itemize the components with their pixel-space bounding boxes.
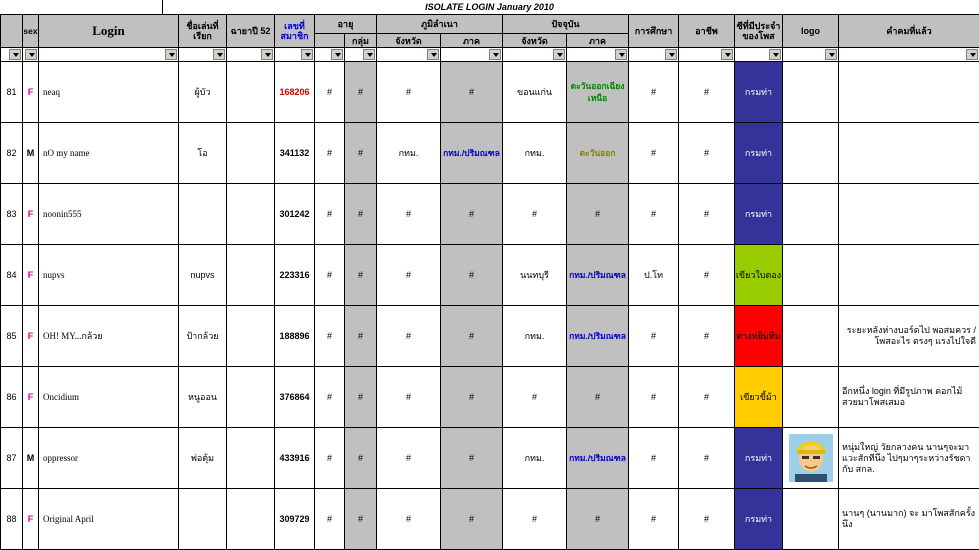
- header-login: Login: [39, 15, 179, 48]
- career-cell: #: [679, 245, 735, 306]
- nickname-cell: พ่อตุ้ม: [179, 428, 227, 489]
- filter-cell-zone: [735, 48, 783, 62]
- age-group-cell: #: [345, 489, 377, 550]
- career-cell: #: [679, 367, 735, 428]
- age-group-cell: #: [345, 62, 377, 123]
- header-hometown: ภูมิลำเนา: [377, 15, 503, 34]
- filter-dropdown-current-province-button[interactable]: [553, 49, 565, 60]
- age-cell: #: [315, 62, 345, 123]
- region-text: ตะวันออก: [580, 148, 616, 158]
- login-cell: neaq: [39, 62, 179, 123]
- law-cell: [227, 367, 275, 428]
- remark-cell: [839, 62, 979, 123]
- filter-dropdown-num-button[interactable]: [9, 49, 21, 60]
- filter-cell-logo: [783, 48, 839, 62]
- header-province: จังหวัด: [377, 34, 441, 48]
- region-cell: #: [441, 428, 503, 489]
- member-table: [0, 14, 979, 550]
- law-cell: [227, 123, 275, 184]
- header-num: [1, 15, 23, 48]
- login-cell: Original April: [39, 489, 179, 550]
- remark-cell: [839, 245, 979, 306]
- province-cell: #: [377, 245, 441, 306]
- current-region-cell: #: [567, 367, 629, 428]
- logo-cell: [783, 306, 839, 367]
- filter-cell-region: [441, 48, 503, 62]
- age-group-cell: #: [345, 123, 377, 184]
- current-province-cell: #: [503, 367, 567, 428]
- zone-color-cell: กรมท่า: [735, 62, 783, 123]
- zone-color-cell: กรมท่า: [735, 428, 783, 489]
- education-cell: #: [629, 62, 679, 123]
- region-text: กทม./ปริมณฑล: [569, 453, 626, 463]
- filter-dropdown-law-button[interactable]: [261, 49, 273, 60]
- filter-dropdown-zone-button[interactable]: [769, 49, 781, 60]
- header-nickname: ชื่อเล่นที่เรียก: [179, 15, 227, 48]
- age-cell: #: [315, 367, 345, 428]
- nickname-cell: โอ: [179, 123, 227, 184]
- header-current: ปัจจุบัน: [503, 15, 629, 34]
- logo-cell: [783, 428, 839, 489]
- region-cell: #: [441, 367, 503, 428]
- filter-cell-member-no: [275, 48, 315, 62]
- current-province-cell: นนทบุรี: [503, 245, 567, 306]
- age-group-cell: #: [345, 306, 377, 367]
- current-region-cell: [567, 428, 629, 489]
- row-number: 88: [1, 489, 23, 550]
- career-cell: #: [679, 184, 735, 245]
- education-cell: ป.โท: [629, 245, 679, 306]
- current-province-cell: ขอนแก่น: [503, 62, 567, 123]
- province-cell: #: [377, 306, 441, 367]
- header-career: อาชีพ: [679, 15, 735, 48]
- region-cell: #: [441, 489, 503, 550]
- region-text: กทม./ปริมณฑล: [443, 148, 500, 158]
- law-cell: [227, 306, 275, 367]
- filter-cell-nickname: [179, 48, 227, 62]
- table-row: [1, 245, 979, 306]
- member-no-cell: 309729: [275, 489, 315, 550]
- remark-cell: [839, 123, 979, 184]
- age-group-cell: #: [345, 184, 377, 245]
- header-row: [1, 15, 979, 34]
- sex-cell: F: [23, 367, 39, 428]
- remark-cell: นานๆ (นานมาก) จะ มาโพสสักครั้งนึง: [839, 489, 979, 550]
- filter-dropdown-current-region-button[interactable]: [615, 49, 627, 60]
- filter-cell-age: [315, 48, 345, 62]
- current-province-cell: กทม.: [503, 306, 567, 367]
- member-no-cell: 223316: [275, 245, 315, 306]
- table-row: [1, 428, 979, 489]
- filter-dropdown-education-button[interactable]: [665, 49, 677, 60]
- education-cell: #: [629, 123, 679, 184]
- education-cell: #: [629, 367, 679, 428]
- filter-cell-remark: [839, 48, 979, 62]
- law-cell: [227, 489, 275, 550]
- filter-dropdown-province-button[interactable]: [427, 49, 439, 60]
- law-cell: [227, 428, 275, 489]
- region-cell: #: [441, 245, 503, 306]
- region-cell: #: [441, 62, 503, 123]
- age-cell: #: [315, 428, 345, 489]
- filter-dropdown-login-button[interactable]: [165, 49, 177, 60]
- login-cell: nupvs: [39, 245, 179, 306]
- sex-cell: F: [23, 245, 39, 306]
- filter-dropdown-career-button[interactable]: [721, 49, 733, 60]
- filter-dropdown-nickname-button[interactable]: [213, 49, 225, 60]
- education-cell: #: [629, 306, 679, 367]
- region-text: ตะวันออกเฉียงเหนือ: [571, 81, 625, 103]
- remark-cell: ระยะหลังห่างบอร์ดไป พอสมควร / โพสอะไร ตรงๆ แรงไปใจดี: [839, 306, 979, 367]
- nickname-cell: [179, 184, 227, 245]
- filter-cell-law: [227, 48, 275, 62]
- current-region-cell: #: [567, 184, 629, 245]
- login-cell: OH! MY...กล้วย: [39, 306, 179, 367]
- header-zone: ซีที่มีประจำของโพส: [735, 15, 783, 48]
- province-cell: กทม.: [377, 123, 441, 184]
- filter-dropdown-sex-button[interactable]: [25, 49, 37, 60]
- filter-dropdown-age-group-button[interactable]: [363, 49, 375, 60]
- member-no-cell: 168206: [275, 62, 315, 123]
- header-education: การศึกษา: [629, 15, 679, 48]
- header-sex: sex: [23, 15, 39, 48]
- table-row: [1, 62, 979, 123]
- filter-cell-current-province: [503, 48, 567, 62]
- zone-color-cell: กรมท่า: [735, 184, 783, 245]
- age-cell: #: [315, 489, 345, 550]
- member-no-cell: 433916: [275, 428, 315, 489]
- region-text: กทม./ปริมณฑล: [569, 331, 626, 341]
- filter-cell-login: [39, 48, 179, 62]
- career-cell: #: [679, 62, 735, 123]
- remark-cell: หนุ่มใหญ่ วัยกลางคน นานๆจะมาแวะสักทีนึง ไปๆมาๆระหว่างรัชดากับ สกล.: [839, 428, 979, 489]
- sex-cell: F: [23, 306, 39, 367]
- age-group-cell: #: [345, 245, 377, 306]
- sex-cell: M: [23, 123, 39, 184]
- age-cell: #: [315, 306, 345, 367]
- sheet-title: ISOLATE LOGIN January 2010: [0, 0, 979, 14]
- age-group-cell: #: [345, 367, 377, 428]
- filter-cell-age-group: [345, 48, 377, 62]
- region-cell: [441, 123, 503, 184]
- row-number: 81: [1, 62, 23, 123]
- career-cell: #: [679, 489, 735, 550]
- remark-cell: [839, 184, 979, 245]
- filter-cell-sex: [23, 48, 39, 62]
- nickname-cell: [179, 489, 227, 550]
- province-cell: #: [377, 62, 441, 123]
- filter-cell-num: [1, 48, 23, 62]
- current-region-cell: [567, 306, 629, 367]
- current-region-cell: [567, 245, 629, 306]
- logo-cell: [783, 367, 839, 428]
- province-cell: #: [377, 367, 441, 428]
- table-row: [1, 306, 979, 367]
- filter-dropdown-logo-button[interactable]: [825, 49, 837, 60]
- filter-dropdown-remark-button[interactable]: [966, 49, 978, 60]
- sex-cell: F: [23, 489, 39, 550]
- education-cell: #: [629, 489, 679, 550]
- career-cell: #: [679, 123, 735, 184]
- login-cell: nO my name: [39, 123, 179, 184]
- region-cell: #: [441, 306, 503, 367]
- logo-cell: [783, 184, 839, 245]
- current-region-cell: #: [567, 489, 629, 550]
- table-row: [1, 489, 979, 550]
- header-member-no: เลขที่สมาชิก: [275, 15, 315, 48]
- sex-cell: F: [23, 62, 39, 123]
- row-number: 86: [1, 367, 23, 428]
- filter-cell-career: [679, 48, 735, 62]
- header-current-province: จังหวัด: [503, 34, 567, 48]
- province-cell: #: [377, 489, 441, 550]
- zone-color-cell: ต่างหยิมทิม: [735, 306, 783, 367]
- row-number: 85: [1, 306, 23, 367]
- filter-cell-province: [377, 48, 441, 62]
- login-cell: oppressor: [39, 428, 179, 489]
- row-number: 82: [1, 123, 23, 184]
- header-current-region: ภาค: [567, 34, 629, 48]
- current-region-cell: [567, 62, 629, 123]
- member-no-cell: 188896: [275, 306, 315, 367]
- header-remark: คำคมที่แล้ว: [839, 15, 979, 48]
- age-cell: #: [315, 184, 345, 245]
- current-province-cell: กทม.: [503, 428, 567, 489]
- logo-cell: [783, 489, 839, 550]
- province-cell: #: [377, 184, 441, 245]
- region-text: กทม./ปริมณฑล: [569, 270, 626, 280]
- title-divider: [162, 0, 163, 14]
- login-cell: Oncidium: [39, 367, 179, 428]
- filter-dropdown-age-button[interactable]: [331, 49, 343, 60]
- remark-cell: อีกหนึ่ง login ที่มีรูปภาพ ดอกไม้สวยมาโพสเสมอ: [839, 367, 979, 428]
- zone-color-cell: กรมท่า: [735, 123, 783, 184]
- member-no-cell: 376864: [275, 367, 315, 428]
- filter-row: [1, 48, 979, 62]
- law-cell: [227, 245, 275, 306]
- member-no-cell: 301242: [275, 184, 315, 245]
- zone-color-cell: เขียวใบตอง: [735, 245, 783, 306]
- filter-dropdown-region-button[interactable]: [489, 49, 501, 60]
- row-number: 83: [1, 184, 23, 245]
- career-cell: #: [679, 428, 735, 489]
- nickname-cell: ป้ากล้วย: [179, 306, 227, 367]
- education-cell: #: [629, 184, 679, 245]
- nickname-cell: หนูออน: [179, 367, 227, 428]
- law-cell: [227, 62, 275, 123]
- sex-cell: F: [23, 184, 39, 245]
- row-number: 84: [1, 245, 23, 306]
- region-cell: #: [441, 184, 503, 245]
- header-logo: logo: [783, 15, 839, 48]
- age-cell: #: [315, 245, 345, 306]
- nickname-cell: nupvs: [179, 245, 227, 306]
- logo-cell: [783, 62, 839, 123]
- avatar-icon: [789, 434, 833, 482]
- table-row: [1, 123, 979, 184]
- header-region: ภาค: [441, 34, 503, 48]
- province-cell: #: [377, 428, 441, 489]
- row-number: 87: [1, 428, 23, 489]
- law-cell: [227, 184, 275, 245]
- sex-cell: M: [23, 428, 39, 489]
- current-province-cell: #: [503, 184, 567, 245]
- header-law: ฉายาปี 52: [227, 15, 275, 48]
- member-no-cell: 341132: [275, 123, 315, 184]
- current-province-cell: #: [503, 489, 567, 550]
- logo-cell: [783, 245, 839, 306]
- current-region-cell: [567, 123, 629, 184]
- table-row: [1, 367, 979, 428]
- current-province-cell: กทม.: [503, 123, 567, 184]
- table-row: [1, 184, 979, 245]
- filter-cell-education: [629, 48, 679, 62]
- age-group-cell: #: [345, 428, 377, 489]
- logo-cell: [783, 123, 839, 184]
- header-age-blank: [315, 34, 345, 48]
- login-cell: noonin555: [39, 184, 179, 245]
- header-age-group: กลุ่ม: [345, 34, 377, 48]
- filter-dropdown-member-no-button[interactable]: [301, 49, 313, 60]
- nickname-cell: ผู้บัว: [179, 62, 227, 123]
- education-cell: #: [629, 428, 679, 489]
- age-cell: #: [315, 123, 345, 184]
- header-age: อายุ: [315, 15, 377, 34]
- zone-color-cell: กรมท่า: [735, 489, 783, 550]
- career-cell: #: [679, 306, 735, 367]
- filter-cell-current-region: [567, 48, 629, 62]
- zone-color-cell: เขียวขี้ม้า: [735, 367, 783, 428]
